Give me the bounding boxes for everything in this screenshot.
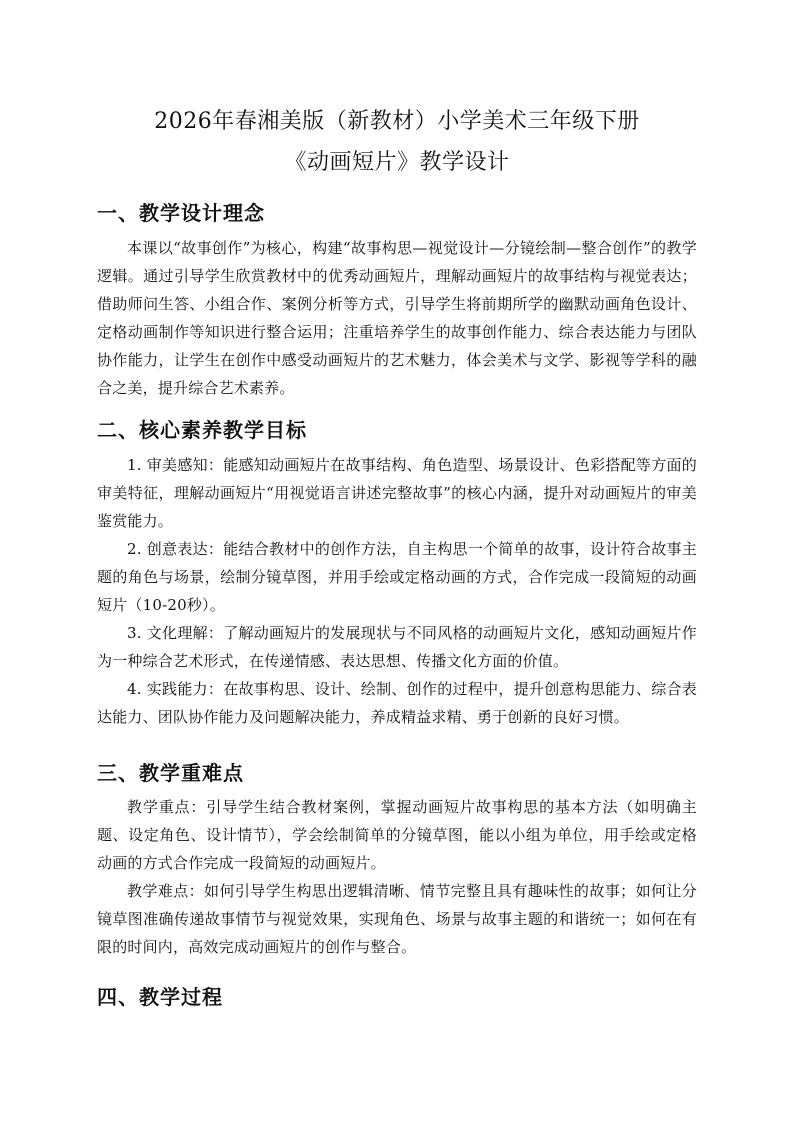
- key-point-paragraph: 教学重点：引导学生结合教材案例，掌握动画短片故事构思的基本方法（如明确主题、设定角色、设计情节），学会绘制简单的分镜草图，能以小组为单位，用手绘或定格动画的方式合作完成一段简短的动画短片。: [97, 798, 697, 872]
- section-heading-4: 四、教学过程: [97, 985, 223, 1009]
- difficulty-paragraph: 教学难点：如何引导学生构思出逻辑清晰、情节完整且具有趣味性的故事；如何让分镜草图准确传递故事情节与视觉效果，实现角色、场景与故事主题的和谐统一；如何在有限的时间内，高效完成动画短片的创作与整合。: [97, 882, 697, 956]
- section-heading-2: 二、核心素养教学目标: [97, 418, 307, 442]
- goal-paragraph-3: 3. 文化理解：了解动画短片的发展现状与不同风格的动画短片文化，感知动画短片作为一种综合艺术形式，在传递情感、表达思想、传播文化方面的价值。: [97, 624, 697, 670]
- section1-paragraph: 本课以“故事创作”为核心，构建“故事构思—视觉设计—分镜绘制—整合创作”的教学逻辑。通过引导学生欣赏教材中的优秀动画短片，理解动画短片的故事结构与视觉表达；借助师问生答、小组合作、案例分析等方式，引导学生将前期所学的幽默动画角色设计、定格动画制作等知识进行整合运用；注重培养学生的故事创作能力、综合表达能力与团队协作能力，让学生在创作中感受动画短片的艺术魅力，体会美术与文学、影视等学科的融合之美，提升综合艺术素养。: [97, 239, 697, 397]
- document-title-line2: 《动画短片》教学设计: [284, 150, 510, 175]
- section-heading-1: 一、教学设计理念: [97, 201, 265, 225]
- goal-paragraph-2: 2. 创意表达：能结合教材中的创作方法，自主构思一个简单的故事，设计符合故事主题的角色与场景，绘制分镜草图，并用手绘或定格动画的方式，合作完成一段简短的动画短片（10-20秒）。: [97, 540, 697, 614]
- goal-paragraph-1: 1. 审美感知：能感知动画短片在故事结构、角色造型、场景设计、色彩搭配等方面的审美特征，理解动画短片“用视觉语言讲述完整故事”的核心内涵，提升对动画短片的审美鉴赏能力。: [97, 456, 697, 530]
- goal-paragraph-4: 4. 实践能力：在故事构思、设计、绘制、创作的过程中，提升创意构思能力、综合表达能力、团队协作能力及问题解决能力，养成精益求精、勇于创新的良好习惯。: [97, 680, 697, 726]
- section-heading-3: 三、教学重难点: [97, 761, 244, 785]
- document-title-line1: 2026年春湘美版（新教材）小学美术三年级下册: [154, 109, 640, 134]
